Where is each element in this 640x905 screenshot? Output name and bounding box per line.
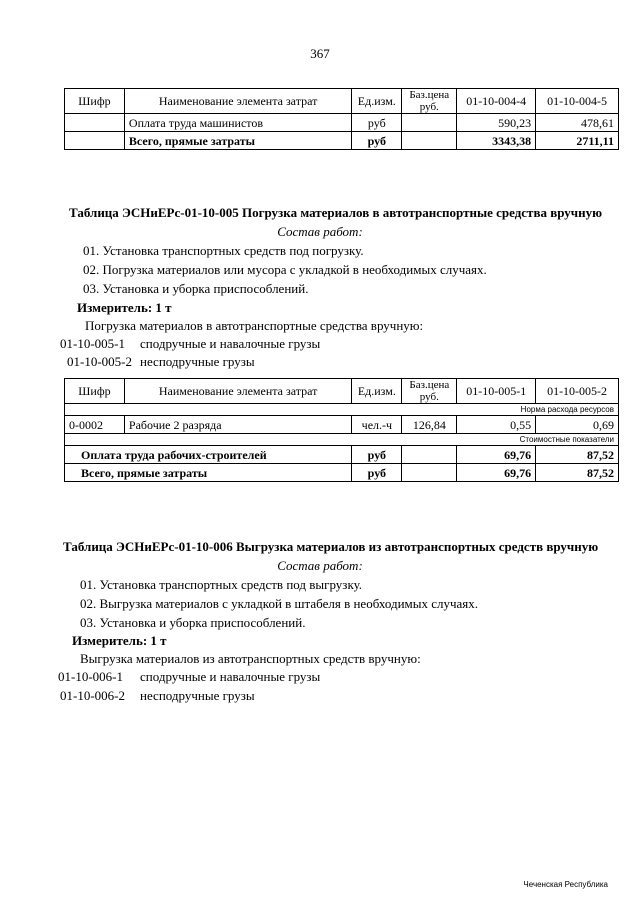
composition-label: Состав работ: (277, 558, 363, 573)
item-code: 01-10-005-2 (67, 354, 132, 369)
col-header-code-1: 01-10-004-4 (457, 89, 536, 114)
cell-code (65, 114, 125, 132)
table-row (65, 446, 619, 464)
meter-label: Измеритель: 1 т (77, 300, 172, 315)
section-title: Таблица ЭСНиЕРс-01-10-005 Погрузка материалов в автотранспортные средства вручную (69, 205, 603, 220)
col-header-code-2: 01-10-004-5 (536, 89, 619, 114)
cell-value-1: 69,76 (457, 464, 536, 482)
cell-value-1: 69,76 (457, 446, 536, 464)
cell-unit: чел.-ч (352, 416, 402, 434)
item-code: 01-10-006-1 (58, 669, 123, 684)
description: Выгрузка материалов из автотранспортных средств вручную: (80, 651, 421, 666)
cell-name: Рабочие 2 разряда (124, 416, 351, 434)
subheader-row (65, 404, 619, 416)
table-header-row (65, 89, 619, 114)
cell-unit: руб (352, 446, 402, 464)
cell-value-2: 87,52 (536, 464, 619, 482)
col-header-name: Наименование элемента затрат (124, 89, 351, 114)
work-step: 01. Установка транспортных средств под погрузку. (83, 243, 364, 258)
item-code: 01-10-005-1 (60, 336, 125, 351)
footer-region: Чеченская Республика (523, 880, 608, 889)
subheader-row (65, 434, 619, 446)
cell-value-1: 3343,38 (457, 132, 536, 150)
table-01-10-004 (64, 88, 619, 150)
col-header-code-1: 01-10-005-1 (457, 379, 536, 404)
item-name: сподручные и навалочные грузы (140, 669, 321, 684)
cell-unit: руб (352, 114, 402, 132)
table-row (65, 416, 619, 434)
cell-value-2: 87,52 (536, 446, 619, 464)
col-header-unit: Ед.изм. (352, 379, 402, 404)
col-header-name: Наименование элемента затрат (124, 379, 351, 404)
section-title: Таблица ЭСНиЕРс-01-10-006 Выгрузка материалов из автотранспортных средств вручную (63, 539, 599, 554)
item-name: несподручные грузы (140, 688, 255, 703)
composition-label: Состав работ: (277, 224, 363, 239)
cell-name: Оплата труда рабочих-строителей (65, 446, 352, 464)
cost-label: Стоимостные показатели (65, 434, 619, 446)
col-header-unit: Ед.изм. (352, 89, 402, 114)
meter-label: Измеритель: 1 т (72, 633, 167, 648)
item-name: несподручные грузы (140, 354, 255, 369)
cell-value-1: 590,23 (457, 114, 536, 132)
cell-value-1: 0,55 (457, 416, 536, 434)
cell-code (65, 132, 125, 150)
work-step: 03. Установка и уборка приспособлений. (83, 281, 309, 296)
table-01-10-005 (64, 378, 619, 482)
col-header-code: Шифр (65, 379, 125, 404)
page-number: 367 (310, 46, 330, 61)
col-header-code-2: 01-10-005-2 (536, 379, 619, 404)
table-row-total (65, 464, 619, 482)
cell-base (402, 114, 457, 132)
item-code: 01-10-006-2 (60, 688, 125, 703)
cell-name: Оплата труда машинистов (124, 114, 351, 132)
cell-base (402, 464, 457, 482)
work-step: 03. Установка и уборка приспособлений. (80, 615, 306, 630)
work-step: 01. Установка транспортных средств под выгрузку. (80, 577, 363, 592)
cell-value-2: 478,61 (536, 114, 619, 132)
cell-code: 0-0002 (65, 416, 125, 434)
cell-base (402, 446, 457, 464)
table-header-row (65, 379, 619, 404)
cell-base: 126,84 (402, 416, 457, 434)
norm-label: Норма расхода ресурсов (65, 404, 619, 416)
cell-value-2: 0,69 (536, 416, 619, 434)
cell-base (402, 132, 457, 150)
col-header-base-price: Баз.цена руб. (402, 89, 457, 114)
work-step: 02. Выгрузка материалов с укладкой в штабеля в необходимых случаях. (80, 596, 479, 611)
work-step: 02. Погрузка материалов или мусора с укладкой в необходимых случаях. (83, 262, 487, 277)
description: Погрузка материалов в автотранспортные средства вручную: (85, 318, 424, 333)
cell-value-2: 2711,11 (536, 132, 619, 150)
table-row-total (65, 132, 619, 150)
item-name: сподручные и навалочные грузы (140, 336, 321, 351)
cell-unit: руб (352, 132, 402, 150)
cell-name: Всего, прямые затраты (124, 132, 351, 150)
col-header-code: Шифр (65, 89, 125, 114)
cell-name: Всего, прямые затраты (65, 464, 352, 482)
cell-unit: руб (352, 464, 402, 482)
table-row (65, 114, 619, 132)
col-header-base-price: Баз.цена руб. (402, 379, 457, 404)
